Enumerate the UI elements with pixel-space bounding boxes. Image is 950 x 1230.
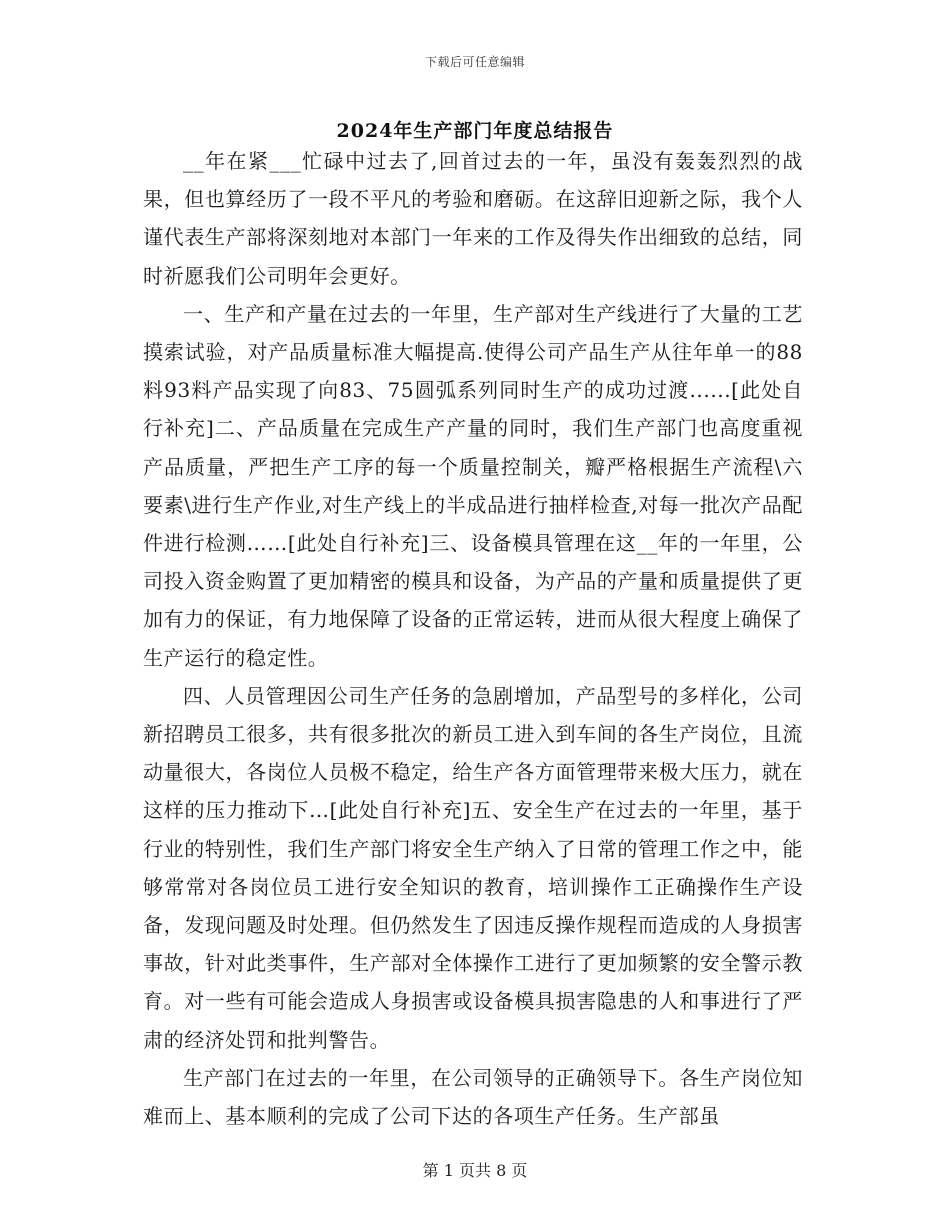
page-number-footer: 第 1 页共 8 页 — [422, 1161, 528, 1180]
paragraph-personnel-safety: 四、人员管理因公司生产任务的急剧增加，产品型号的多样化，公司新招聘员工很多，共有很多批次的新员工进入到车间的各生产岗位，且流动量很大，各岗位人员极不稳定，给生产各方面管理带来极大压力，就在这样的压力推动下…[此处自行补充]五、安全生产在过去的一年里，基于行业的特别性，我们生产部门将安全生产纳入了日常的管理工作之中，能够常常对各岗位员工进行安全知识的教育，培训操作工正确操作生产设备，发现问题及时处理。但仍然发生了因违反操作规程而造成的人身损害事故，针对此类事件，生产部对全体操作工进行了更加频繁的安全警示教育。对一些有可能会造成人身损害或设备模具损害隐患的人和事进行了严肃的经济处罚和批判警告。 — [143, 683, 803, 1052]
page-header-note: 下载后可任意编辑 — [424, 55, 525, 69]
paragraph-production-quality-equipment: 一、生产和产量在过去的一年里，生产部对生产线进行了大量的工艺摸索试验，对产品质量标准大幅提高.使得公司产品生产从往年单一的88料93料产品实现了向83、75圆弧系列同时生产的成功过渡......[此处自行补充]二、产品质量在完成生产产量的同时，我们生产部门也高度重视产品质量，严把生产工序的每一个质量控制关，瓣严格根据生产流程\六要素\进行生产作业,对生产线上的半成品进行抽样检查,对每一批次产品配件进行检测……[此处自行补充]三、设备模具管理在这__年的一年里，公司投入资金购置了更加精密的模具和设备，为产品的产量和质量提供了更加有力的保证，有力地保障了设备的正常运转，进而从很大程度上确保了生产运行的稳定性。 — [143, 301, 803, 670]
paragraph-summary: 生产部门在过去的一年里，在公司领导的正确领导下。各生产岗位知难而上、基本顺利的完成了公司下达的各项生产任务。生产部虽 — [143, 1065, 803, 1129]
paragraph-intro: __年在紧___忙碌中过去了,回首过去的一年，虽没有轰轰烈烈的战果，但也算经历了一段不平凡的考验和磨砺。在这辞旧迎新之际，我个人谨代表生产部将深刻地对本部门一年来的工作及得失作出细致的总结，同时祈愿我们公司明年会更好。 — [143, 149, 803, 288]
document-body — [143, 142, 803, 1135]
document-title: 2024年生产部门年度总结报告 — [336, 120, 614, 142]
